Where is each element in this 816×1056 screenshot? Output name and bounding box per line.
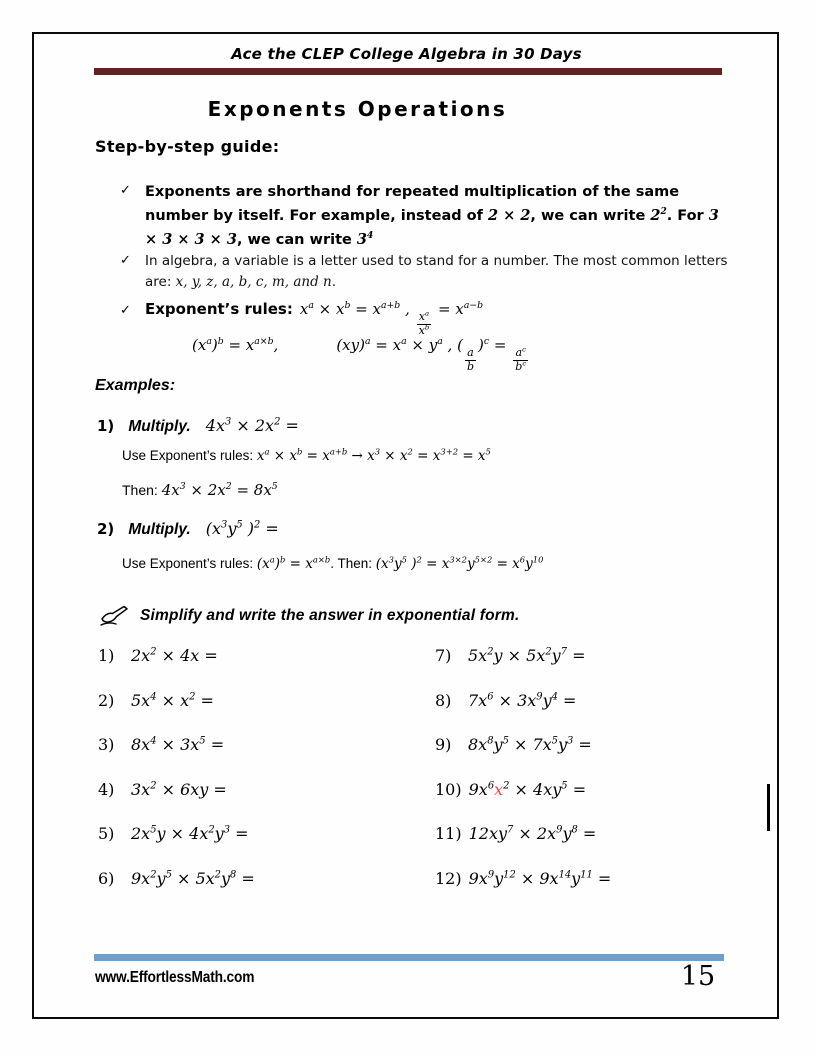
example-1-number: 1) — [97, 417, 115, 435]
rules-line-2 — [192, 336, 530, 373]
rules-quotient-fraction: $\frac{x^a}{x^b}$ — [418, 309, 430, 337]
page-title: Exponents Operations — [207, 97, 508, 121]
example-1-expression: $4x^3 \times 2x^2$ = — [205, 416, 299, 435]
rules-quotient-result: = $x^{a-b}$ — [433, 300, 484, 318]
guide-bullet-1 — [120, 181, 726, 253]
guide-heading: Step-by-step guide: — [95, 137, 280, 156]
example-1-label: Multiply. — [128, 418, 191, 435]
rules-line-1 — [300, 300, 483, 337]
problem-2: 2) $5x^4 \times x^2$ = — [98, 690, 214, 710]
example-2-number: 2) — [97, 520, 115, 538]
example-1-result: Then: $4x^3 \times 2x^2 = 8x^5$ — [122, 481, 278, 499]
problem-7: 7) $5x^2y \times 5x^2y^7$ = — [435, 646, 586, 665]
problem-10: 10) $9x^6x^2 \times 4xy^5$ = — [435, 779, 587, 799]
footer-divider-bar — [94, 954, 724, 961]
guide-bullet-1-text: Exponents are shorthand for repeated multiplication of the same number by itself. For example, instead of 2 × 2, we can write $2^2$. For 3 × 3 × 3 × 3, we can write $3^4$ — [145, 184, 719, 249]
check-icon: ✓ — [120, 253, 131, 268]
writing-hand-icon — [98, 604, 132, 628]
page-number: 15 — [680, 961, 716, 992]
problem-6: 6) $9x^2y^5 \times 5x^2y^8$ = — [98, 868, 255, 888]
exercise-instruction — [98, 604, 520, 628]
exercise-instruction-text: Simplify and write the answer in exponential form. — [140, 607, 520, 624]
example-2 — [97, 519, 279, 539]
example-2-work: Use Exponent’s rules: $(x^a)^b = x^{a\times b}$. Then: ($x^3y^5$ )$^2 = x^{3\times 2}y^{5\times 2} = x^6y^{10}$ — [122, 554, 544, 572]
text-cursor-mark — [767, 784, 770, 831]
problem-11: 11) $12xy^7 \times 2x^9y^8$ = — [435, 824, 597, 844]
example-2-expression: ($x^3y^5$ )$^2$ = — [205, 519, 279, 538]
book-title: Ace the CLEP College Algebra in 30 Days — [231, 45, 582, 63]
check-icon: ✓ — [120, 303, 131, 318]
problem-5: 5) $2x^5y \times 4x^2y^3$ = — [98, 824, 249, 844]
guide-bullet-2 — [120, 251, 732, 292]
problem-8: 8) $7x^6 \times 3x^9y^4$ = — [435, 690, 577, 710]
rules-quotient-power-equals: )$^c$ = — [478, 336, 512, 354]
rules-label: Exponent’s rules: — [145, 300, 293, 318]
rules-ab-fraction: $\frac{a}{b}$ — [466, 346, 475, 373]
examples-heading: Examples: — [95, 377, 176, 394]
rules-acbc-fraction: $\frac{a^c}{b^c}$ — [515, 345, 527, 373]
rules-product-rule: $x^a \times x^b = x^{a+b}$ , — [299, 300, 415, 318]
problems-grid — [98, 646, 775, 914]
problem-12: 12) $9x^9y^{12} \times 9x^{14}y^{11}$ = — [435, 868, 612, 888]
website-link: www.EffortlessMath.com — [95, 969, 255, 986]
check-icon: ✓ — [120, 183, 131, 198]
rules-product-power-rule: $(xy)^a = x^a \times y^a$ , ( — [336, 336, 463, 354]
example-1-work: Use Exponent’s rules: $x^a \times x^b = x^{a+b} \to x^3 \times x^2 = x^{3+2} = x^5$ — [122, 446, 491, 464]
problem-1: 1) $2x^2 \times 4x$ = — [98, 646, 218, 665]
example-1 — [97, 416, 299, 436]
problem-3: 3) $8x^4 \times 3x^5$ = — [98, 735, 225, 755]
guide-bullet-2-text: In algebra, a variable is a letter used to stand for a number. The most common letters are: x, y, z, a, b, c, m, and n. — [145, 253, 728, 290]
header-divider-bar — [94, 68, 722, 75]
problem-9: 9) $8x^8y^5 \times 7x^5y^3$ = — [435, 735, 592, 755]
guide-bullet-rules — [120, 300, 483, 337]
rules-power-rule: $(x^a)^b = x^{a\times b}$, — [192, 336, 279, 354]
problem-4: 4) $3x^2 \times 6xy$ = — [98, 779, 227, 799]
example-2-label: Multiply. — [128, 521, 191, 538]
